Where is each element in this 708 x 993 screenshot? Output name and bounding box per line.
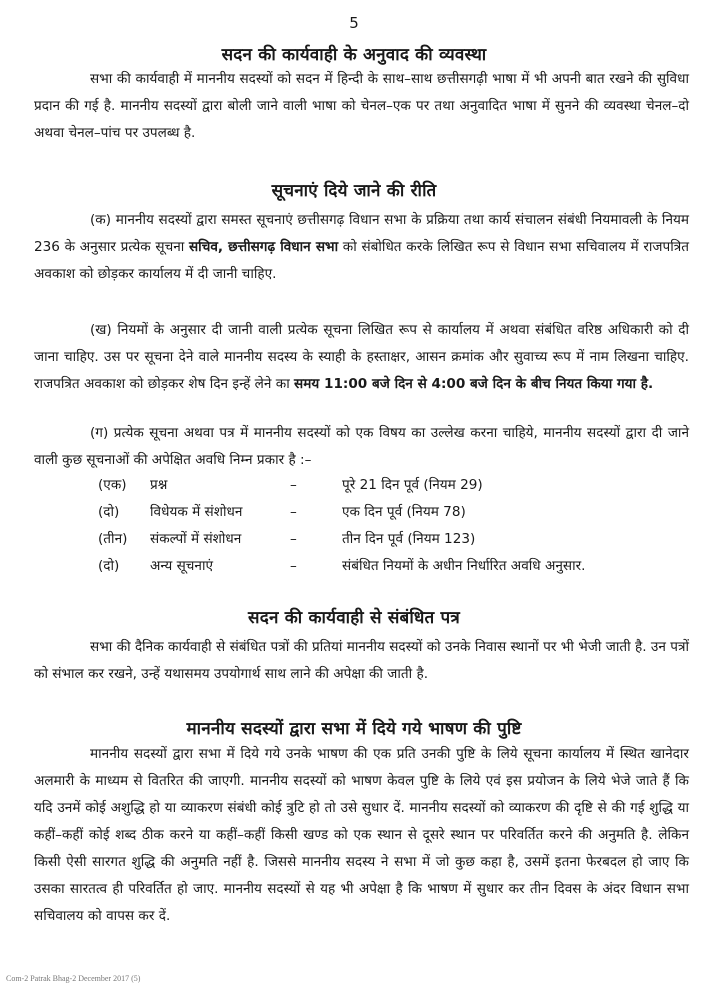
paragraph-text: सभा की दैनिक कार्यवाही से संबंधित पत्रों की प्रतियां माननीय सदस्यों को उनके निवास स्थानों पर भी भेजी जाती है. उन पत्रों को संभाल कर रखने, उन्हें यथासमय उपयोगार्थ साथ लाने की अपेक्षा की जाती है. xyxy=(34,639,689,682)
section-heading-papers: सदन की कार्यवाही से संबंधित पत्र xyxy=(248,608,460,628)
paragraph-kh-bold: समय 11:00 बजे दिन से 4:00 बजे दिन के बीच नियत किया गया है. xyxy=(294,376,654,392)
paragraph-g xyxy=(34,420,689,474)
list-item-number: (तीन) xyxy=(98,531,128,547)
paragraph-translation xyxy=(34,66,689,147)
paragraph-papers xyxy=(34,634,689,688)
paragraph-k-bold: सचिव, छत्तीसगढ़ विधान सभा xyxy=(188,239,339,255)
list-item-label: संकल्पों में संशोधन xyxy=(150,531,242,547)
footer-text: Com-2 Patrak Bhag-2 December 2017 (5) xyxy=(6,974,141,983)
list-item-label: प्रश्न xyxy=(150,477,168,493)
section-heading-speech-confirmation: माननीय सदस्यों द्वारा सभा में दिये गये भाषण की पुष्टि xyxy=(186,719,522,739)
paragraph-text: सभा की कार्यवाही में माननीय सदस्यों को सदन में हिन्दी के साथ–साथ छत्तीसगढ़ी भाषा में भी अपनी बात रखने की सुविधा प्रदान की गई है. माननीय सदस्यों द्वारा बोली जाने वाली भाषा को चेनल–एक पर तथा अनुवादित भाषा में सुनने की व्यवस्था चेनल–दो अथवा चेनल–पांच पर उपलब्ध है. xyxy=(34,71,689,141)
list-item xyxy=(98,472,678,499)
paragraph-k-text: (क) माननीय सदस्यों द्वारा समस्त सूचनाएं छत्तीसगढ़ विधान सभा के प्रक्रिया तथा कार्य संचालन संबंधी नियमावली के नियम 236 के अनुसार प्रत्येक सूचना xyxy=(34,212,689,255)
list-item xyxy=(98,553,678,580)
notice-period-list xyxy=(98,472,678,580)
list-item-dash: – xyxy=(290,531,297,547)
paragraph-k xyxy=(34,207,689,288)
paragraph-text: माननीय सदस्यों द्वारा सभा में दिये गये उनके भाषण की एक प्रति उनकी पुष्टि के लिये सूचना कार्यालय में स्थित खानेदार अलमारी के माध्यम से वितरित की जाएगी. माननीय सदस्यों को भाषण केवल पुष्टि के लिये एवं इस प्रयोजन के लिये भेजे जाते हैं कि यदि उनमें कोई अशुद्धि हो या व्याकरण संबंधी कोई त्रुटि हो तो उसे सुधार दें. माननीय सदस्यों को व्याकरण की दृष्टि से की गई शुद्धि या कहीं–कहीं कोई शब्द ठीक करने या कहीं–कहीं किसी खण्ड को एक स्थान से दूसरे स्थान पर परिवर्तित करने की अनुमति है. लेकिन किसी ऐसी सारगत शुद्धि की अनुमति नहीं है. जिससे माननीय सदस्य ने सभा में जो कुछ कहा है, उसमें इतना फेरबदल हो जाए कि उसका सारतत्व ही परिवर्तित हो जाए. माननीय सदस्यों से यह भी अपेक्षा है कि भाषण में सुधार कर तीन दिवस के अंदर विधान सभा सचिवालय को वापस कर दें. xyxy=(34,746,689,924)
paragraph-g-text: (ग) प्रत्येक सूचना अथवा पत्र में माननीय सदस्यों को एक विषय का उल्लेख करना चाहिये, माननीय सदस्यों द्वारा दी जाने वाली कुछ सूचनाओं की अपेक्षित अवधि निम्न प्रकार है :– xyxy=(34,425,689,468)
list-item-period: तीन दिन पूर्व (नियम 123) xyxy=(342,531,476,547)
paragraph-speech xyxy=(34,741,689,930)
list-item-label: विधेयक में संशोधन xyxy=(150,504,243,520)
list-item xyxy=(98,526,678,553)
list-item-label: अन्य सूचनाएं xyxy=(150,558,214,574)
list-item-dash: – xyxy=(290,477,297,493)
section-heading-translation: सदन की कार्यवाही के अनुवाद की व्यवस्था xyxy=(221,45,487,65)
list-item-dash: – xyxy=(290,504,297,520)
list-item-period: पूरे 21 दिन पूर्व (नियम 29) xyxy=(342,477,483,493)
list-item-number: (दो) xyxy=(98,558,120,574)
paragraph-kh xyxy=(34,317,689,398)
list-item-period: संबंधित नियमों के अधीन निर्धारित अवधि अनुसार. xyxy=(342,558,586,574)
paragraph-k-text-end: को संबोधित करके लिखित रूप से विधान सभा सचिवालय में राजपत्रित अवकाश को छोड़कर कार्यालय में दी जानी चाहिए. xyxy=(34,239,689,282)
list-item-dash: – xyxy=(290,558,297,574)
page-number: 5 xyxy=(349,14,359,32)
list-item-number: (दो) xyxy=(98,504,120,520)
paragraph-kh-text: (ख) नियमों के अनुसार दी जानी वाली प्रत्येक सूचना लिखित रूप से कार्यालय में अथवा संबंधित वरिष्ठ अधिकारी को दी जाना चाहिए. उस पर सूचना देने वाले माननीय सदस्य के स्याही के हस्ताक्षर, आसन क्रमांक और सुवाच्य रूप में नाम लिखना चाहिए. राजपत्रित अवकाश को छोड़कर शेष दिन इन्हें लेने का xyxy=(34,322,689,392)
section-heading-notices: सूचनाएं दिये जाने की रीति xyxy=(271,181,437,201)
list-item-number: (एक) xyxy=(98,477,127,493)
list-item xyxy=(98,499,678,526)
list-item-period: एक दिन पूर्व (नियम 78) xyxy=(342,504,466,520)
